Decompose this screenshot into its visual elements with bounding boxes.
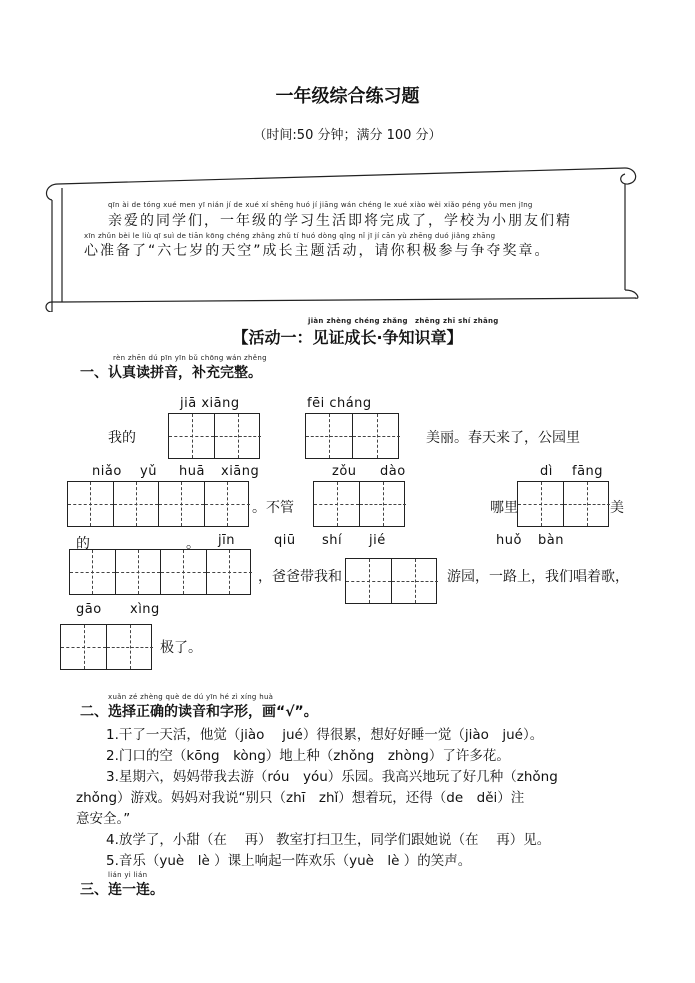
pinyin-shi: shí <box>322 533 343 548</box>
question-1: 1.干了一天活，他觉（jiào jué）得很累，想好好睡一觉（jiào jué）。 <box>106 727 544 743</box>
question-3-line2: zhǒng）游戏。妈妈对我说“别只（zhī zhǐ）想着玩，还得（de děi）注 <box>76 790 525 806</box>
intro-line1: 亲爱的同学们，一年级的学习生活即将完成了，学校为小朋友们精 <box>108 213 572 229</box>
pinyin-dao: dào <box>380 464 406 479</box>
text-dot: 。 <box>186 536 200 552</box>
question-5: 5.音乐（yuè lè ）课上响起一阵欢乐（yuè lè ）的笑声。 <box>106 853 472 869</box>
sec3-title: 三、连一连。 <box>80 882 164 898</box>
text-de: 的 <box>76 536 90 552</box>
text-jile: 极了。 <box>160 640 202 656</box>
pinyin-hua: huā <box>179 464 205 479</box>
intro-line1-pinyin: qīn ài de tóng xué men yī nián jí de xué xí shēng huó jí jiāng wán chéng le xué xiào wèi xiǎo péng yǒu men jīng <box>108 201 533 209</box>
pinyin-qiu: qiū <box>274 533 296 548</box>
intro-line2-pinyin: xīn zhǔn bèi le liù qī suì de tiān kōng chéng zhǎng zhǔ tí huó dòng qǐng nǐ jī jí cān yù zhēng duó jiǎng zhāng <box>84 232 496 240</box>
sec1-title: 一、认真读拼音，补充完整。 <box>80 365 262 381</box>
sec1-pinyin: rèn zhēn dú pīn yīn bǔ chōng wán zhěng <box>113 354 267 362</box>
page-title: 一年级综合练习题 <box>275 86 420 107</box>
pinyin-huo: huǒ <box>496 533 522 548</box>
pinyin-fang: fāng <box>572 464 604 479</box>
text-mei: 美 <box>610 500 624 516</box>
pinyin-xiang: xiāng <box>221 464 260 479</box>
pinyin-ban: bàn <box>538 533 564 548</box>
pinyin-jie: jié <box>369 533 386 548</box>
question-4: 4.放学了，小甜（在 再） 教室打扫卫生，同学们跟她说（在 再）见。 <box>106 832 551 848</box>
text-wode: 我的 <box>108 430 136 446</box>
writing-box-feichang[interactable] <box>305 413 399 459</box>
intro-line2: 心准备了“六七岁的天空”成长主题活动，请你积极参与争夺奖章。 <box>84 243 551 259</box>
sec2-title: 二、选择正确的读音和字形，画“√”。 <box>80 704 318 720</box>
sec3-pinyin: lián yi lián <box>108 871 148 879</box>
text-meili: 美丽。春天来了，公园里 <box>426 430 580 446</box>
question-3-line3: 意安全。” <box>76 811 131 827</box>
pinyin-xing: xìng <box>130 602 160 617</box>
sec2-pinyin: xuǎn zé zhèng què de dú yīn hé zì xíng huà <box>108 693 274 701</box>
writing-box-gaoxing[interactable] <box>60 624 152 670</box>
pinyin-feichang: fēi cháng <box>307 396 372 411</box>
activity-pinyin-left: jiàn zhèng chéng zhǎng <box>308 317 408 325</box>
pinyin-zou: zǒu <box>332 464 357 479</box>
pinyin-gao: gāo <box>76 602 102 617</box>
pinyin-di: dì <box>540 464 553 479</box>
text-buguan: 。不管 <box>252 500 294 516</box>
writing-box-huoban[interactable] <box>345 558 437 604</box>
pinyin-jiaxiang: jiā xiāng <box>180 396 240 411</box>
activity-pinyin-right: zhēng zhī shí zhāng <box>415 317 499 325</box>
pinyin-niao: niǎo <box>92 464 122 479</box>
text-youyuan: 游园，一路上，我们唱着歌， <box>447 569 629 585</box>
pinyin-jin: jīn <box>218 533 235 548</box>
writing-box-difang[interactable] <box>517 481 609 527</box>
pinyin-yu: yǔ <box>140 464 157 479</box>
text-baba: ，爸爸带我和 <box>258 569 342 585</box>
writing-box-zoudao[interactable] <box>313 481 405 527</box>
text-nali: 哪里 <box>490 500 518 516</box>
question-3-line1: 3.星期六，妈妈带我去游（róu yóu）乐园。我高兴地玩了好几种（zhǒng <box>106 769 558 785</box>
page-subtitle: （时间:50 分钟；满分 100 分） <box>253 128 442 143</box>
writing-box-jiaxiang[interactable] <box>168 413 260 459</box>
writing-box-niaoyuhuaxiang[interactable] <box>67 481 249 527</box>
activity-title: 【活动一：见证成长·争知识章】 <box>232 328 463 347</box>
question-2: 2.门口的空（kōng kòng）地上种（zhǒng zhòng）了许多花。 <box>106 748 510 764</box>
writing-box-jinqiushijie[interactable] <box>69 549 251 595</box>
